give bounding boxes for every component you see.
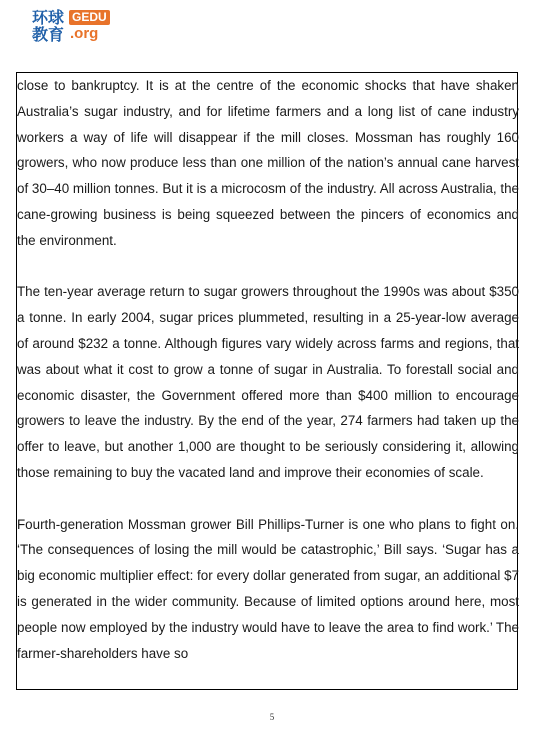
body-text [17,73,519,666]
logo-badge: GEDU [69,10,110,25]
paragraph-1: close to bankruptcy. It is at the centre of the economic shocks that have shaken Australia’s sugar industry, and for lifetime farmers and a long list of cane industry workers a way of life will disappear if the mill closes. Mossman has roughly 160 growers, who now produce less than one million of the nation’s annual cane harvest of 30–40 million tonnes. But it is a microcosm of the industry. All across Australia, the cane-growing business is being squeezed between the pincers of economics and the environment. [17,78,519,248]
logo-chinese-line1: 环球 [32,8,65,27]
paragraph-3: Fourth-generation Mossman grower Bill Phillips-Turner is one who plans to fight on. ‘The consequences of losing the mill would be catastrophic,’ Bill says. ‘Sugar has a big economic multiplier effect: for every dollar generated from sugar, an additional $7 is generated in the wider community. Because of limited options around here, most people now employed by the industry would have to leave the area to find work.’ The farmer-shareholders have so [17,516,519,661]
paragraph-2: The ten-year average return to sugar growers throughout the 1990s was about $350 a tonne. In early 2004, sugar prices plummeted, resulting in a 25-year-low average of around $232 a tonne. Although figures vary widely across farms and regions, that was about what it cost to grow a tonne of sugar in Australia. To forestall social and economic disaster, the Government offered more than $400 million to encourage growers to leave the industry. By the end of the year, 274 farmers had taken up the offer to leave, but another 1,000 are thought to be seriously considering it, allowing those remaining to buy the vacated land and improve their economies of scale. [17,284,519,480]
logo-domain: .org [70,25,99,42]
gedu-logo [32,10,124,44]
logo-chinese-line2: 教育 [32,25,65,44]
page-number: 5 [269,712,275,722]
